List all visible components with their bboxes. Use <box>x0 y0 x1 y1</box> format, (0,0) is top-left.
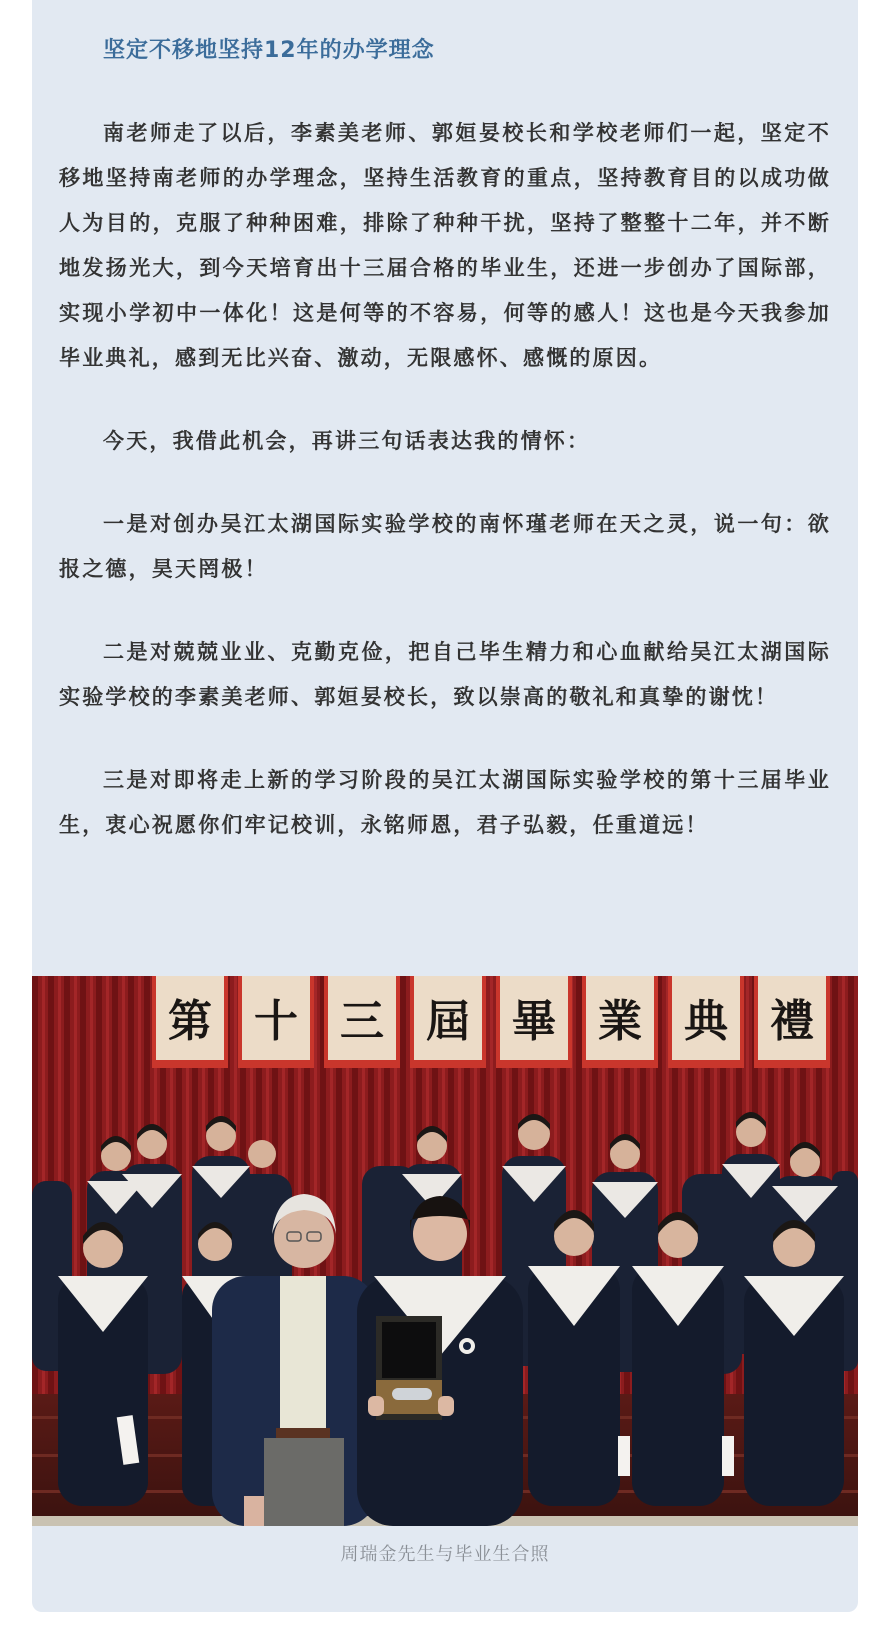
paragraph-4: 二是对兢兢业业、克勤克俭，把自己毕生精力和心血献给吴江太湖国际实验学校的李素美老师、郭姮妟校长，致以崇高的敬礼和真挚的谢忱！ <box>59 640 831 709</box>
article-text <box>32 0 858 848</box>
section-heading: 坚定不移地坚持12年的办学理念 <box>103 38 435 63</box>
paragraph-2: 今天，我借此机会，再讲三句话表达我的情怀： <box>103 429 591 453</box>
graduation-photo <box>32 976 858 1526</box>
paragraph-3: 一是对创办吴江太湖国际实验学校的南怀瑾老师在天之灵，说一句：欲报之德，昊天罔极！ <box>59 512 831 581</box>
banner-character: 屆 <box>426 996 470 1047</box>
banner-character: 業 <box>598 996 642 1047</box>
banner-character: 典 <box>684 996 728 1047</box>
banner-character: 十 <box>254 996 298 1047</box>
photo-caption: 周瑞金先生与毕业生合照 <box>340 1544 550 1565</box>
banner-character: 禮 <box>770 996 814 1047</box>
banner-character: 第 <box>168 996 212 1047</box>
paragraph-1: 南老师走了以后，李素美老师、郭姮妟校长和学校老师们一起，坚定不移地坚持南老师的办学理念，坚持生活教育的重点，坚持教育目的以成功做人为目的，克服了种种困难，排除了种种干扰，坚持了整整十二年，并不断地发扬光大，到今天培育出十三届合格的毕业生，还进一步创办了国际部，实现小学初中一体化！这是何等的不容易，何等的感人！这也是今天我参加毕业典礼，感到无比兴奋、激动，无限感怀、感慨的原因。 <box>59 121 831 370</box>
banner-character: 三 <box>340 996 384 1047</box>
article-card <box>32 0 858 1612</box>
banner-character: 畢 <box>512 996 556 1047</box>
paragraph-5: 三是对即将走上新的学习阶段的吴江太湖国际实验学校的第十三届毕业生，衷心祝愿你们牢记校训，永铭师恩，君子弘毅，任重道远！ <box>59 768 831 837</box>
